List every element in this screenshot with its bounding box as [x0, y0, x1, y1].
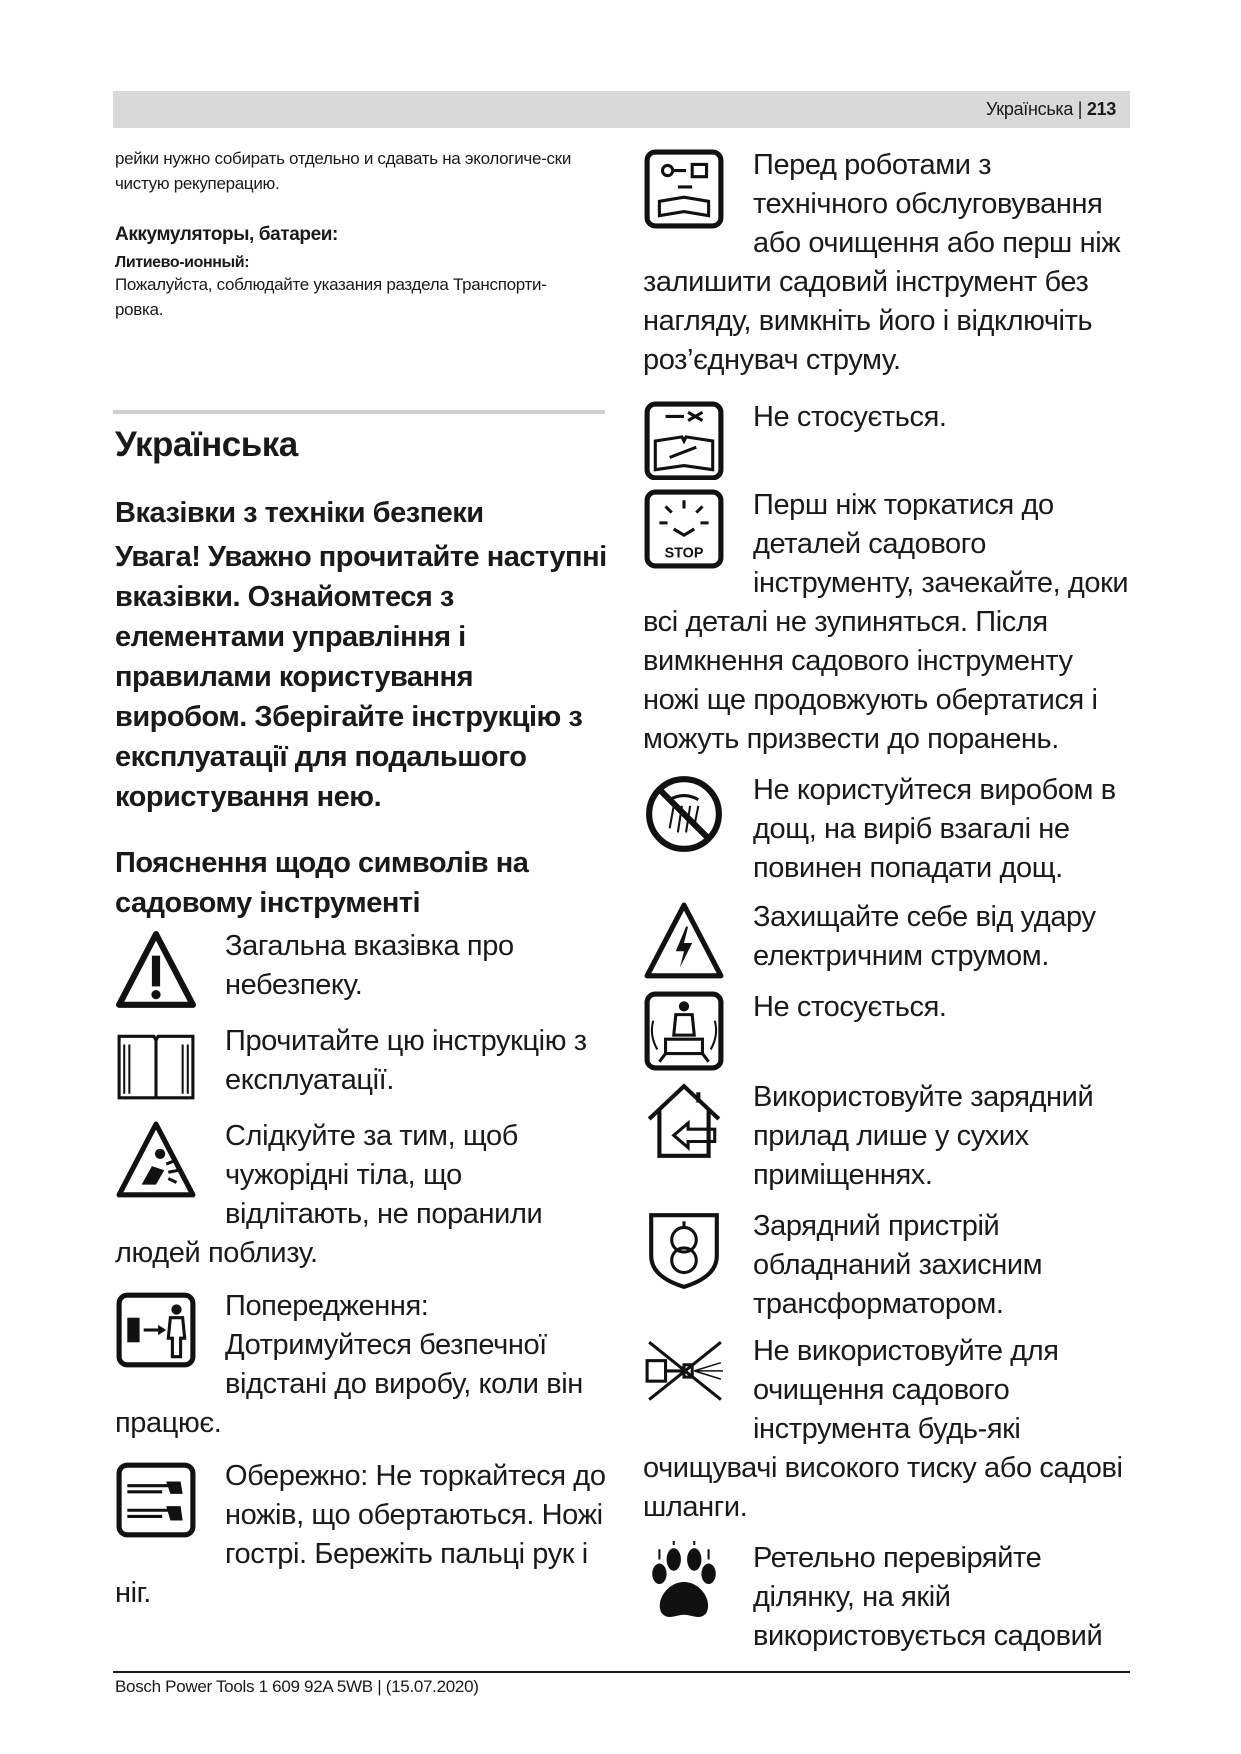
warning-triangle-icon	[115, 929, 205, 1015]
no-rain-icon	[643, 773, 733, 859]
safe-distance-icon	[115, 1289, 205, 1375]
symbol-text: Зарядний пристрій обладнаний захисним трансформатором.	[753, 1210, 1043, 1320]
symbol-text: Використовуйте зарядний прилад лише у сухих приміщеннях.	[753, 1081, 1094, 1191]
batteries-heading: Аккумуляторы, батареи:	[115, 224, 338, 245]
symbol-entry	[115, 1457, 610, 1613]
header-separator: |	[1073, 99, 1087, 119]
symbol-entry	[115, 1117, 610, 1273]
liion-text: Пожалуйста, соблюдайте указания раздела Транспорти-ровка.	[115, 275, 547, 319]
svg-text:STOP: STOP	[664, 545, 704, 562]
symbol-text: Перш ніж торкатися до деталей садового інструменту, зачекайте, доки всі деталі не зупиняться. Після вимкнення садового інструменту ножі ще продовжують обертатися і можуть призвести до поранень.	[643, 489, 1129, 755]
symbol-text: Не користуйтеся виробом в дощ, на виріб взагалі не повинен попадати дощ.	[753, 774, 1116, 884]
indoor-use-icon	[643, 1080, 733, 1166]
safety-heading: Вказівки з техніки безпеки	[115, 497, 484, 529]
language-title: Українська	[115, 425, 298, 464]
footer-text: Bosch Power Tools 1 609 92A 5WB | (15.07.2020)	[115, 1677, 479, 1696]
symbol-text: Не стосується.	[753, 401, 947, 433]
operator-zone-icon	[643, 990, 733, 1072]
symbols-heading: Пояснення щодо символів на садовому інструменті	[115, 847, 529, 919]
symbol-entry	[643, 1332, 1133, 1527]
header-language: Українська	[985, 99, 1074, 119]
symbol-text: Слідкуйте за тим, щоб чужорідні тіла, що відлітають, не поранили людей поблизу.	[115, 1120, 543, 1269]
left-main	[115, 493, 610, 1613]
symbol-entry	[115, 1022, 610, 1112]
symbol-text: Захищайте себе від удару електричним струмом.	[753, 901, 1096, 972]
symbol-entry	[115, 927, 610, 1017]
symbol-text: Не використовуйте для очищення садового інструмента будь-які очищувачі високого тиску або садові шланги.	[643, 1335, 1123, 1523]
symbol-text: Ретельно перевіряйте ділянку, на якій використовується садовий	[753, 1542, 1103, 1652]
symbol-text: Загальна вказівка про небезпеку.	[225, 930, 514, 1001]
symbol-text: Прочитайте цю інструкцію з експлуатації.	[225, 1025, 587, 1096]
symbol-text: Обережно: Не торкайтеся до ножів, що обертаються. Ножі гострі. Бережіть пальці рук і ніг.	[115, 1460, 606, 1609]
right-column	[643, 146, 1133, 1656]
symbol-text: Не стосується.	[753, 991, 947, 1023]
section-divider	[113, 410, 605, 414]
electric-shock-icon	[643, 900, 733, 986]
symbol-entry	[643, 486, 1133, 759]
warning-text: Увага! Уважно прочитайте наступні вказівки. Ознайомтеся з елементами управління і правилами користування виробом. Зберігайте інструкцію з експлуатації для подальшого користування нею.	[115, 541, 607, 813]
page-number: 213	[1086, 99, 1116, 119]
footer-rule	[113, 1671, 1130, 1673]
symbol-entry	[643, 1078, 1133, 1195]
open-manual-icon	[115, 1024, 205, 1110]
symbol-entry	[643, 1539, 1133, 1656]
left-column	[115, 146, 610, 322]
unplug-before-maintenance-icon	[643, 148, 733, 234]
no-pressure-washer-icon	[643, 1334, 733, 1420]
rotating-blades-icon	[115, 1459, 205, 1545]
manual-service-icon	[643, 400, 733, 480]
animal-paw-icon	[643, 1541, 733, 1627]
symbol-entry	[643, 771, 1133, 888]
symbol-entry	[643, 898, 1133, 986]
safety-transformer-icon	[643, 1209, 733, 1295]
flying-objects-icon	[115, 1119, 205, 1205]
symbol-text: Попередження: Дотримуйтеся безпечної відстані до виробу, коли він працює.	[115, 1290, 583, 1439]
symbol-entry	[643, 988, 1133, 1072]
symbol-entry	[115, 1287, 610, 1443]
stop-rotation-icon	[643, 488, 733, 574]
header-text	[986, 99, 1116, 120]
symbol-text: Перед роботами з технічного обслуговування або очищення або перш ніж залишити садовий інструмент без нагляду, вимкніть його і відключіть роз’єднувач струму.	[643, 149, 1121, 376]
liion-heading: Литиево-ионный:	[115, 254, 250, 271]
page-header	[113, 91, 1130, 128]
symbol-entry	[643, 1207, 1133, 1324]
recycling-text: рейки нужно собирать отдельно и сдавать на экологиче-ски чистую рекуперацию.	[115, 149, 572, 193]
symbol-entry	[643, 146, 1133, 380]
symbol-entry	[643, 398, 1133, 480]
